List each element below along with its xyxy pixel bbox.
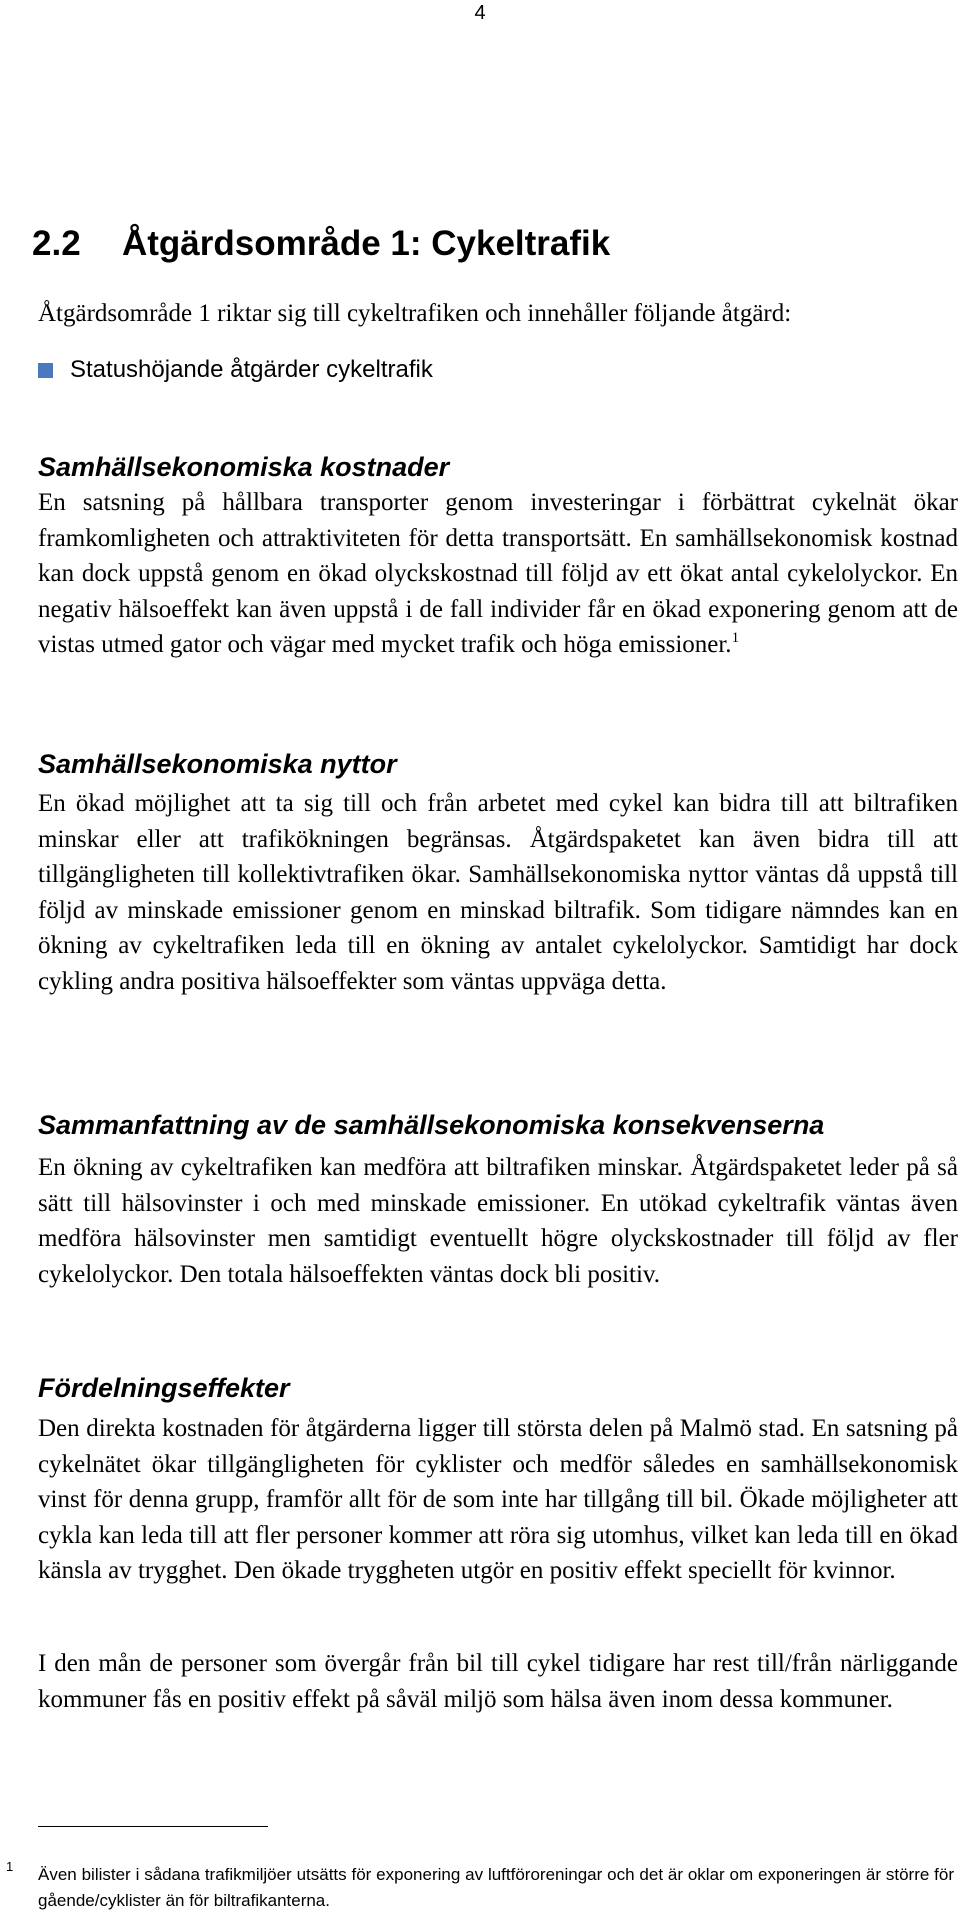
summary-heading: Sammanfattning av de samhällsekonomiska konsekvenserna	[38, 1110, 825, 1140]
footnote-mark: 1	[6, 1859, 14, 1874]
bullet-text: Statushöjande åtgärder cykeltrafik	[70, 356, 433, 383]
footnote-divider	[38, 1826, 268, 1827]
section-heading	[32, 218, 610, 270]
footnote-text: Även bilister i sådana trafikmiljöer utsätts för exponering av luftföroreningar och det är oklar om exponeringen är större för gående/cyklister än för biltrafikanterna.	[38, 1865, 954, 1910]
section-intro: Åtgärdsområde 1 riktar sig till cykeltrafiken och innehåller följande åtgärd:	[38, 300, 792, 327]
summary-text: En ökning av cykeltrafiken kan medföra att biltrafiken minskar. Åtgärdspaketet leder på så sätt till hälsovinster i och med minskade emissioner. En utökad cykeltrafik väntas även medföra hälsovinster men samtidigt eventuellt högre olyckskostnader till följd av fler cykelolyckor. Den totala hälsoeffekten väntas dock bli positiv.	[38, 1154, 958, 1288]
benefits-text: En ökad möjlighet att ta sig till och från arbetet med cykel kan bidra till att biltrafiken minskar eller att trafikökningen begränsas. Åtgärdspaketet kan även bidra till att tillgängligheten till kollektivtrafiken ökar. Samhällsekonomiska nyttor väntas då uppstå till följd av minskade emissioner genom en minskad biltrafik. Som tidigare nämndes kan en ökning av cykeltrafiken leda till en ökning av antalet cykelolyckor. Samtidigt har dock cykling andra positiva hälsoeffekter som väntas uppväga detta.	[38, 790, 958, 995]
square-bullet-icon	[38, 363, 53, 378]
distribution-paragraph-2: I den mån de personer som övergår från bil till cykel tidigare har rest till/från närliggande kommuner fås en positiv effekt på såväl miljö som hälsa även inom dessa kommuner.	[38, 1650, 958, 1713]
distribution-heading: Fördelningseffekter	[38, 1373, 290, 1403]
footnote-reference: 1	[731, 630, 740, 646]
distribution-paragraph-1: Den direkta kostnaden för åtgärderna ligger till största delen på Malmö stad. En satsning på cykelnätet ökar tillgängligheten för cyklister och medför således en samhällsekonomisk vinst för denna grupp, framför allt för de som inte har tillgång till bil. Ökade möjligheter att cykla kan leda till att fler personer kommer att röra sig utomhus, vilket kan leda till en ökad känsla av trygghet. Den ökade tryggheten utgör en positiv effekt speciellt för kvinnor.	[38, 1415, 958, 1584]
costs-heading: Samhällsekonomiska kostnader	[38, 452, 450, 482]
section-number: 2.2	[32, 224, 81, 263]
page-number: 4	[474, 2, 486, 24]
costs-text	[38, 485, 958, 663]
bullet-item	[38, 356, 958, 384]
section-title: Åtgärdsområde 1: Cykeltrafik	[122, 224, 611, 263]
benefits-heading: Samhällsekonomiska nyttor	[38, 749, 397, 779]
costs-text-body: En satsning på hållbara transporter genom investeringar i förbättrat cykelnät ökar framkomligheten och attraktiviteten för detta transportsätt. En samhällsekonomisk kostnad kan dock uppstå genom en ökad olyckskostnad till följd av ett ökat antal cykelolyckor. En negativ hälsoeffekt kan även uppstå i de fall individer får en ökad exponering genom att de vistas utmed gator och vägar med mycket trafik och höga emissioner.	[38, 489, 958, 658]
